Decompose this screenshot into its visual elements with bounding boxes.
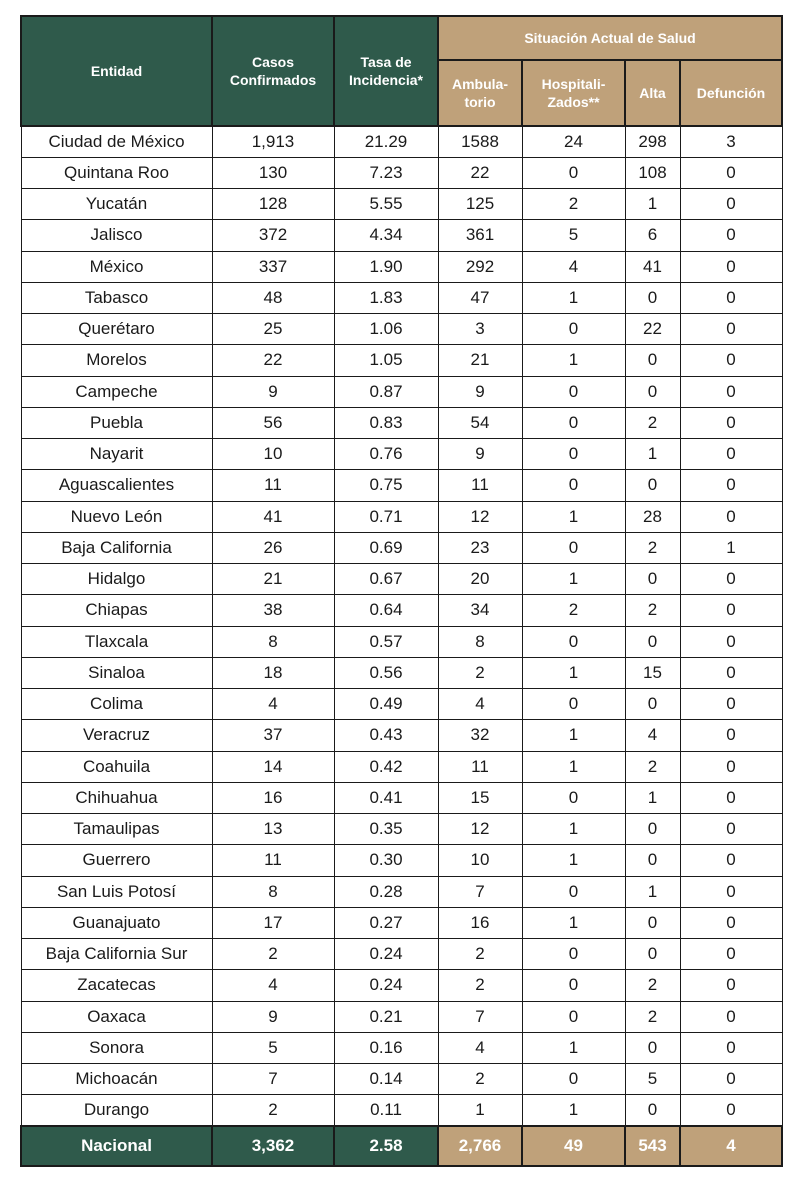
header-casos-label: Casos Confirmados	[229, 54, 317, 88]
cell-tasa: 0.57	[334, 626, 438, 657]
cell-ambulatorio: 1588	[438, 126, 522, 157]
cell-casos: 13	[212, 814, 334, 845]
cell-alta: 0	[625, 376, 680, 407]
cell-entidad: Querétaro	[21, 314, 212, 345]
cell-hospitalizados: 0	[522, 626, 625, 657]
cell-tasa: 1.83	[334, 282, 438, 313]
table-row	[21, 689, 782, 720]
cell-casos: 372	[212, 220, 334, 251]
cell-entidad: Coahuila	[21, 751, 212, 782]
cell-defuncion: 0	[680, 251, 782, 282]
cell-ambulatorio: 11	[438, 751, 522, 782]
cell-alta: 0	[625, 1032, 680, 1063]
cell-casos: 26	[212, 532, 334, 563]
cell-alta: 1	[625, 876, 680, 907]
cell-alta: 2	[625, 970, 680, 1001]
cell-ambulatorio: 22	[438, 157, 522, 188]
cell-hospitalizados: 0	[522, 376, 625, 407]
table-row	[21, 126, 782, 157]
table-row	[21, 532, 782, 563]
cell-defuncion: 0	[680, 1095, 782, 1126]
cell-ambulatorio: 4	[438, 1032, 522, 1063]
cell-ambulatorio: 20	[438, 564, 522, 595]
total-hospitalizados: 49	[522, 1126, 625, 1166]
cell-alta: 4	[625, 720, 680, 751]
total-alta: 543	[625, 1126, 680, 1166]
cell-alta: 298	[625, 126, 680, 157]
cell-ambulatorio: 4	[438, 689, 522, 720]
cell-defuncion: 0	[680, 751, 782, 782]
cell-alta: 2	[625, 532, 680, 563]
cell-defuncion: 0	[680, 626, 782, 657]
cell-entidad: Baja California	[21, 532, 212, 563]
cell-casos: 37	[212, 720, 334, 751]
cell-entidad: San Luis Potosí	[21, 876, 212, 907]
table-row	[21, 564, 782, 595]
cell-casos: 2	[212, 1095, 334, 1126]
cell-defuncion: 0	[680, 1064, 782, 1095]
cell-tasa: 0.14	[334, 1064, 438, 1095]
table-row	[21, 1095, 782, 1126]
cell-tasa: 0.64	[334, 595, 438, 626]
table-row	[21, 845, 782, 876]
cell-defuncion: 0	[680, 939, 782, 970]
cell-ambulatorio: 1	[438, 1095, 522, 1126]
cell-ambulatorio: 7	[438, 876, 522, 907]
cell-alta: 0	[625, 689, 680, 720]
cell-hospitalizados: 0	[522, 1064, 625, 1095]
cell-ambulatorio: 10	[438, 845, 522, 876]
cell-alta: 0	[625, 345, 680, 376]
cell-entidad: Ciudad de México	[21, 126, 212, 157]
cell-hospitalizados: 2	[522, 595, 625, 626]
table-row	[21, 1064, 782, 1095]
cell-alta: 2	[625, 407, 680, 438]
cell-defuncion: 0	[680, 657, 782, 688]
cell-alta: 0	[625, 814, 680, 845]
cell-ambulatorio: 12	[438, 814, 522, 845]
cell-tasa: 5.55	[334, 189, 438, 220]
cell-tasa: 1.05	[334, 345, 438, 376]
cell-tasa: 0.35	[334, 814, 438, 845]
cell-alta: 41	[625, 251, 680, 282]
cell-tasa: 0.30	[334, 845, 438, 876]
total-casos: 3,362	[212, 1126, 334, 1166]
cell-tasa: 0.75	[334, 470, 438, 501]
cell-casos: 38	[212, 595, 334, 626]
cell-hospitalizados: 24	[522, 126, 625, 157]
cell-tasa: 0.43	[334, 720, 438, 751]
cell-ambulatorio: 23	[438, 532, 522, 563]
cell-casos: 9	[212, 1001, 334, 1032]
header-entidad: Entidad	[21, 16, 212, 126]
cell-hospitalizados: 0	[522, 939, 625, 970]
table-row	[21, 814, 782, 845]
table-row	[21, 657, 782, 688]
cell-defuncion: 0	[680, 689, 782, 720]
cell-hospitalizados: 0	[522, 407, 625, 438]
cell-entidad: Veracruz	[21, 720, 212, 751]
cell-alta: 5	[625, 1064, 680, 1095]
cell-tasa: 0.27	[334, 907, 438, 938]
table-body	[21, 126, 782, 1126]
table-row	[21, 251, 782, 282]
table-row	[21, 782, 782, 813]
total-defuncion: 4	[680, 1126, 782, 1166]
cell-tasa: 4.34	[334, 220, 438, 251]
cell-casos: 41	[212, 501, 334, 532]
cell-tasa: 0.69	[334, 532, 438, 563]
cell-entidad: Tlaxcala	[21, 626, 212, 657]
cell-hospitalizados: 2	[522, 189, 625, 220]
cell-casos: 9	[212, 376, 334, 407]
cell-defuncion: 0	[680, 220, 782, 251]
cell-casos: 4	[212, 689, 334, 720]
table-row	[21, 376, 782, 407]
cell-ambulatorio: 21	[438, 345, 522, 376]
cell-entidad: Guanajuato	[21, 907, 212, 938]
cell-alta: 0	[625, 939, 680, 970]
cell-entidad: Nayarit	[21, 439, 212, 470]
cell-casos: 8	[212, 876, 334, 907]
cell-hospitalizados: 5	[522, 220, 625, 251]
cell-alta: 0	[625, 907, 680, 938]
cell-defuncion: 0	[680, 1001, 782, 1032]
cell-hospitalizados: 0	[522, 1001, 625, 1032]
cell-hospitalizados: 1	[522, 345, 625, 376]
cell-casos: 17	[212, 907, 334, 938]
table-row	[21, 314, 782, 345]
cell-alta: 1	[625, 782, 680, 813]
cell-tasa: 0.67	[334, 564, 438, 595]
cell-casos: 18	[212, 657, 334, 688]
header-ambulatorio: Ambula-torio	[438, 60, 522, 126]
table-row	[21, 626, 782, 657]
cell-alta: 2	[625, 595, 680, 626]
cell-entidad: Colima	[21, 689, 212, 720]
table-row	[21, 939, 782, 970]
cell-alta: 28	[625, 501, 680, 532]
cell-casos: 8	[212, 626, 334, 657]
cell-hospitalizados: 1	[522, 1095, 625, 1126]
table-row	[21, 907, 782, 938]
header-alta: Alta	[625, 60, 680, 126]
cell-ambulatorio: 7	[438, 1001, 522, 1032]
cell-ambulatorio: 15	[438, 782, 522, 813]
cell-tasa: 1.06	[334, 314, 438, 345]
cell-hospitalizados: 0	[522, 689, 625, 720]
cell-ambulatorio: 3	[438, 314, 522, 345]
cell-entidad: Durango	[21, 1095, 212, 1126]
cell-tasa: 0.24	[334, 970, 438, 1001]
cell-defuncion: 0	[680, 439, 782, 470]
cell-casos: 11	[212, 845, 334, 876]
total-tasa: 2.58	[334, 1126, 438, 1166]
cell-tasa: 0.76	[334, 439, 438, 470]
table-row	[21, 595, 782, 626]
table-row	[21, 470, 782, 501]
cell-ambulatorio: 12	[438, 501, 522, 532]
cell-casos: 2	[212, 939, 334, 970]
cell-ambulatorio: 8	[438, 626, 522, 657]
cell-hospitalizados: 0	[522, 470, 625, 501]
cell-entidad: Oaxaca	[21, 1001, 212, 1032]
cell-entidad: Michoacán	[21, 1064, 212, 1095]
cell-alta: 0	[625, 564, 680, 595]
cell-alta: 1	[625, 439, 680, 470]
cell-tasa: 0.49	[334, 689, 438, 720]
total-row	[21, 1126, 782, 1166]
cell-ambulatorio: 32	[438, 720, 522, 751]
cell-entidad: Baja California Sur	[21, 939, 212, 970]
cell-ambulatorio: 11	[438, 470, 522, 501]
cell-entidad: México	[21, 251, 212, 282]
cell-hospitalizados: 1	[522, 845, 625, 876]
cell-entidad: Nuevo León	[21, 501, 212, 532]
cell-entidad: Zacatecas	[21, 970, 212, 1001]
table-row	[21, 345, 782, 376]
cell-defuncion: 0	[680, 282, 782, 313]
table-row	[21, 1001, 782, 1032]
cell-hospitalizados: 0	[522, 782, 625, 813]
cell-hospitalizados: 0	[522, 876, 625, 907]
cell-defuncion: 0	[680, 564, 782, 595]
cell-alta: 2	[625, 751, 680, 782]
cell-alta: 15	[625, 657, 680, 688]
cell-entidad: Aguascalientes	[21, 470, 212, 501]
cell-casos: 130	[212, 157, 334, 188]
cell-hospitalizados: 1	[522, 501, 625, 532]
table-row	[21, 282, 782, 313]
table-row	[21, 751, 782, 782]
cell-tasa: 1.90	[334, 251, 438, 282]
table-row	[21, 1032, 782, 1063]
cell-casos: 10	[212, 439, 334, 470]
table-row	[21, 720, 782, 751]
cell-defuncion: 0	[680, 907, 782, 938]
cell-defuncion: 0	[680, 1032, 782, 1063]
cell-tasa: 0.71	[334, 501, 438, 532]
cell-ambulatorio: 34	[438, 595, 522, 626]
cell-casos: 11	[212, 470, 334, 501]
cell-casos: 7	[212, 1064, 334, 1095]
cell-defuncion: 0	[680, 782, 782, 813]
cell-alta: 2	[625, 1001, 680, 1032]
cell-tasa: 21.29	[334, 126, 438, 157]
cell-casos: 4	[212, 970, 334, 1001]
cell-hospitalizados: 0	[522, 970, 625, 1001]
table-row	[21, 439, 782, 470]
header-casos-confirmados	[212, 16, 334, 126]
cell-tasa: 0.24	[334, 939, 438, 970]
cell-hospitalizados: 4	[522, 251, 625, 282]
cell-entidad: Jalisco	[21, 220, 212, 251]
cell-alta: 108	[625, 157, 680, 188]
cell-casos: 16	[212, 782, 334, 813]
cell-tasa: 0.16	[334, 1032, 438, 1063]
cell-defuncion: 0	[680, 814, 782, 845]
cell-defuncion: 0	[680, 407, 782, 438]
cell-defuncion: 3	[680, 126, 782, 157]
header-tasa-incidencia	[334, 16, 438, 126]
cell-defuncion: 0	[680, 970, 782, 1001]
total-ambulatorio: 2,766	[438, 1126, 522, 1166]
cell-defuncion: 0	[680, 845, 782, 876]
cell-casos: 128	[212, 189, 334, 220]
cell-ambulatorio: 47	[438, 282, 522, 313]
cell-ambulatorio: 54	[438, 407, 522, 438]
total-entidad: Nacional	[21, 1126, 212, 1166]
cell-defuncion: 0	[680, 595, 782, 626]
table-row	[21, 157, 782, 188]
cell-hospitalizados: 1	[522, 657, 625, 688]
cell-tasa: 0.87	[334, 376, 438, 407]
cell-hospitalizados: 1	[522, 720, 625, 751]
cell-ambulatorio: 2	[438, 1064, 522, 1095]
cell-entidad: Tabasco	[21, 282, 212, 313]
cell-ambulatorio: 2	[438, 970, 522, 1001]
cell-alta: 0	[625, 282, 680, 313]
cell-casos: 1,913	[212, 126, 334, 157]
cell-entidad: Hidalgo	[21, 564, 212, 595]
cell-defuncion: 0	[680, 376, 782, 407]
cell-tasa: 0.28	[334, 876, 438, 907]
cell-entidad: Quintana Roo	[21, 157, 212, 188]
cell-alta: 1	[625, 189, 680, 220]
cell-ambulatorio: 9	[438, 439, 522, 470]
cell-casos: 22	[212, 345, 334, 376]
cell-entidad: Chiapas	[21, 595, 212, 626]
cell-hospitalizados: 0	[522, 532, 625, 563]
table-row	[21, 501, 782, 532]
cell-defuncion: 0	[680, 189, 782, 220]
table-row	[21, 876, 782, 907]
table-row	[21, 189, 782, 220]
cell-entidad: Yucatán	[21, 189, 212, 220]
cell-casos: 5	[212, 1032, 334, 1063]
cell-tasa: 0.41	[334, 782, 438, 813]
header-hospitalizados: Hospitali-Zados**	[522, 60, 625, 126]
cases-by-state-table	[20, 15, 783, 1167]
cell-defuncion: 1	[680, 532, 782, 563]
cell-hospitalizados: 1	[522, 814, 625, 845]
cell-ambulatorio: 361	[438, 220, 522, 251]
cell-hospitalizados: 1	[522, 907, 625, 938]
cell-entidad: Chihuahua	[21, 782, 212, 813]
cell-defuncion: 0	[680, 345, 782, 376]
cell-tasa: 0.21	[334, 1001, 438, 1032]
cell-defuncion: 0	[680, 501, 782, 532]
cell-entidad: Campeche	[21, 376, 212, 407]
cell-defuncion: 0	[680, 314, 782, 345]
cell-entidad: Sinaloa	[21, 657, 212, 688]
cell-alta: 0	[625, 1095, 680, 1126]
table-row	[21, 970, 782, 1001]
cell-alta: 22	[625, 314, 680, 345]
header-defuncion: Defunción	[680, 60, 782, 126]
cell-entidad: Sonora	[21, 1032, 212, 1063]
cell-hospitalizados: 1	[522, 282, 625, 313]
cell-entidad: Morelos	[21, 345, 212, 376]
header-tasa-label: Tasa de Incidencia*	[349, 54, 423, 88]
cell-hospitalizados: 1	[522, 751, 625, 782]
cell-alta: 6	[625, 220, 680, 251]
cell-tasa: 7.23	[334, 157, 438, 188]
cell-casos: 21	[212, 564, 334, 595]
cell-casos: 14	[212, 751, 334, 782]
cell-entidad: Guerrero	[21, 845, 212, 876]
cell-tasa: 0.11	[334, 1095, 438, 1126]
cell-tasa: 0.42	[334, 751, 438, 782]
cell-alta: 0	[625, 845, 680, 876]
cell-ambulatorio: 9	[438, 376, 522, 407]
cell-hospitalizados: 0	[522, 314, 625, 345]
header-situacion-actual: Situación Actual de Salud	[438, 16, 782, 60]
cell-entidad: Tamaulipas	[21, 814, 212, 845]
cell-tasa: 0.83	[334, 407, 438, 438]
cell-hospitalizados: 0	[522, 439, 625, 470]
cell-ambulatorio: 125	[438, 189, 522, 220]
cell-casos: 48	[212, 282, 334, 313]
cell-ambulatorio: 2	[438, 939, 522, 970]
cell-defuncion: 0	[680, 876, 782, 907]
cell-entidad: Puebla	[21, 407, 212, 438]
table-row	[21, 407, 782, 438]
cell-ambulatorio: 16	[438, 907, 522, 938]
cell-hospitalizados: 1	[522, 564, 625, 595]
cell-alta: 0	[625, 470, 680, 501]
cell-defuncion: 0	[680, 470, 782, 501]
cell-casos: 25	[212, 314, 334, 345]
cell-hospitalizados: 1	[522, 1032, 625, 1063]
cell-casos: 337	[212, 251, 334, 282]
covid-cases-table-container	[20, 15, 781, 1167]
table-row	[21, 220, 782, 251]
cell-ambulatorio: 292	[438, 251, 522, 282]
cell-ambulatorio: 2	[438, 657, 522, 688]
cell-defuncion: 0	[680, 720, 782, 751]
cell-casos: 56	[212, 407, 334, 438]
cell-hospitalizados: 0	[522, 157, 625, 188]
cell-defuncion: 0	[680, 157, 782, 188]
cell-tasa: 0.56	[334, 657, 438, 688]
cell-alta: 0	[625, 626, 680, 657]
